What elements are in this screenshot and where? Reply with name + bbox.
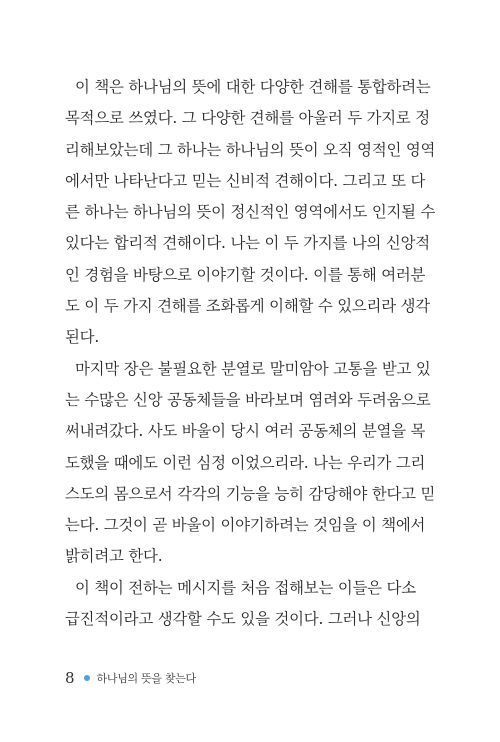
paragraph-2-line-1: 마지막 장은 불필요한 분열로 말미암아 고통을 받고 있 [75,359,431,378]
paragraph-3-line-1: 이 책이 전하는 메시지를 처음 접해보는 이들은 다소 [75,578,416,597]
bullet-dot-icon [84,675,90,681]
paragraph-2-line-4: 도했을 때에도 이런 심정 이었으리라. 나는 우리가 그리 [65,453,426,472]
body-text [65,72,436,635]
paragraph-1-line-9: 된다. [65,328,100,347]
paragraph-2-line-2: 는 수많은 신앙 공동체들을 바라보며 염려와 두려움으로 [65,390,431,409]
paragraph-3-line-2: 급진적이라고 생각할 수도 있을 것이다. 그러나 신앙의 [65,610,421,629]
paragraph-1-line-1: 이 책은 하나님의 뜻에 대한 다양한 견해를 통합하려는 [75,78,431,96]
paragraph-2-line-5: 스도의 몸으로서 각각의 기능을 능히 감당해야 한다고 믿 [65,484,436,503]
paragraph-2-line-6: 는다. 그것이 곧 바울이 이야기하려는 것임을 이 책에서 [65,516,426,535]
page-number: 8 [65,669,75,687]
paragraph-1-line-4: 에서만 나타난다고 믿는 신비적 견해이다. 그리고 또 다 [65,171,426,190]
paragraph-1-line-2: 목적으로 쓰였다. 그 다양한 견해를 아울러 두 가지로 정 [65,109,430,128]
running-title: 하나님의 뜻을 찾는다 [96,672,196,685]
paragraph-1-line-5: 른 하나는 하나님의 뜻이 정신적인 영역에서도 인지될 수 [65,203,436,222]
paragraph-2-line-7: 밝히려고 한다. [65,547,163,566]
paragraph-2-line-3: 써내려갔다. 사도 바울이 당시 여러 공동체의 분열을 목 [65,422,426,441]
paragraph-1-line-6: 있다는 합리적 견해이다. 나는 이 두 가지를 나의 신앙적 [65,234,430,253]
paragraph-1-line-7: 인 경험을 바탕으로 이야기할 것이다. 이를 통해 여러분 [65,265,426,284]
page-footer [65,666,196,690]
paragraph-1-line-8: 도 이 두 가지 견해를 조화롭게 이해할 수 있으리라 생각 [65,297,430,316]
paragraph-1-line-3: 리해보았는데 그 하나는 하나님의 뜻이 오직 영적인 영역 [65,140,436,159]
